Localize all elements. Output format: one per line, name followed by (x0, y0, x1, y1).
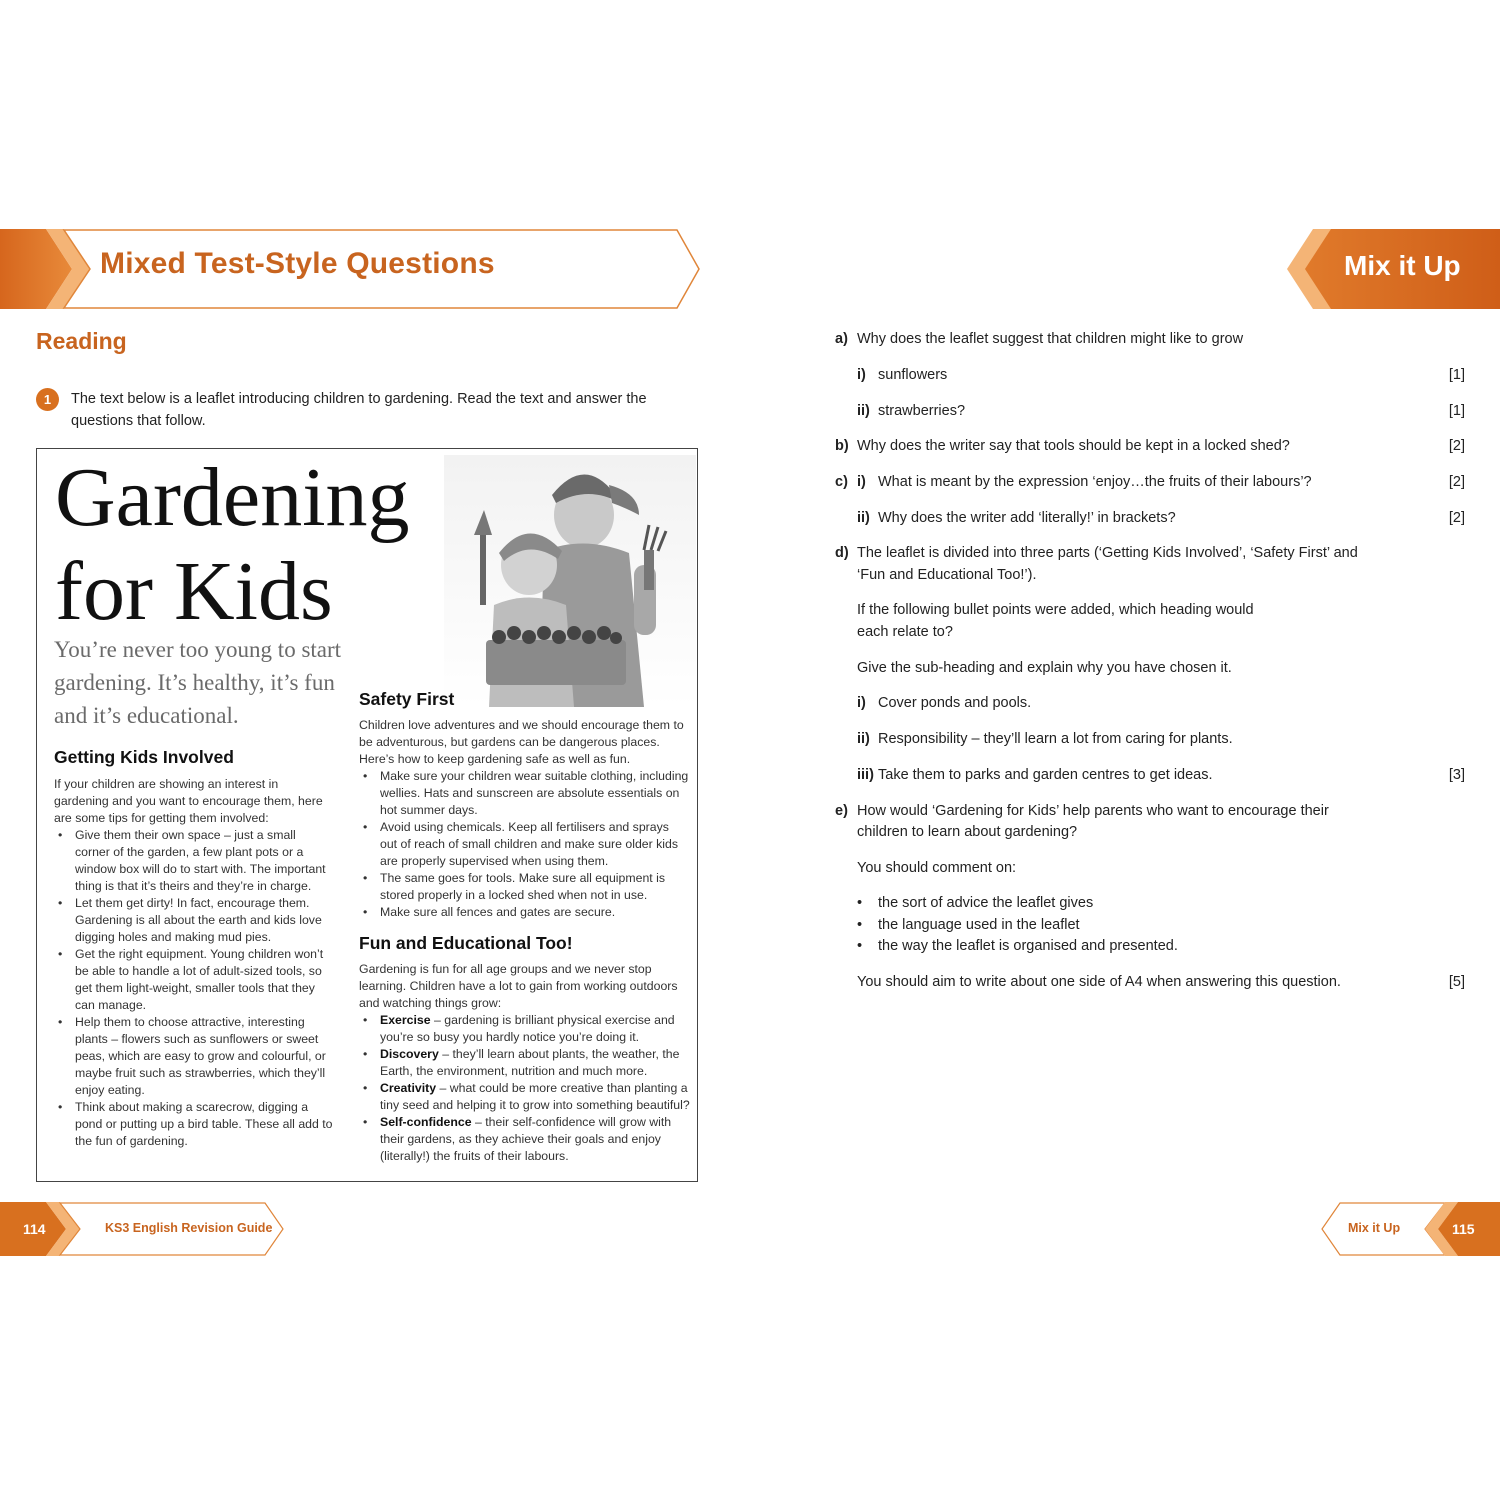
question-d-label: d) (835, 545, 849, 561)
chapter-title: Mix it Up (1344, 250, 1461, 281)
question-number-badge: 1 (36, 388, 59, 411)
mark: [2] (1448, 510, 1465, 526)
mark: [3] (1448, 767, 1465, 783)
term-text: – gardening is brilliant physical exercise and you’re so busy you hardly notice you’re doing it. (380, 1013, 675, 1044)
leaflet-title (55, 451, 410, 639)
list-item (359, 1012, 693, 1046)
question-d-p3: Give the sub-heading and explain why you have chosen it. (857, 660, 1232, 676)
question-d-i-label: i) (857, 695, 866, 711)
question-c-ii-label: ii) (857, 510, 870, 526)
question-a-label: a) (835, 331, 848, 347)
term-text: – they’ll learn about plants, the weather, the Earth, the environment, nutrition and much more. (380, 1047, 680, 1078)
getting-involved-heading: Getting Kids Involved (54, 747, 234, 767)
bullet-dot: • (857, 895, 863, 911)
term: Discovery (380, 1047, 439, 1061)
list-item: • Get the right equipment. Young children won’t be able to handle a lot of adult-sized tools, so get them light-weight, smaller tools that they can manage. (54, 946, 334, 1014)
bullet-dot: • (857, 938, 863, 954)
list-item: the language used in the leaflet (878, 917, 1080, 933)
question-d-p2-line2: each relate to? (857, 624, 953, 640)
getting-involved-intro: If your children are showing an interest in gardening and you want to encourage them, here are some tips for getting them involved: (54, 777, 323, 825)
list-item: the way the leaflet is organised and presented. (878, 938, 1178, 954)
question-d-ii-label: ii) (857, 731, 870, 747)
mark: [1] (1448, 403, 1465, 419)
getting-involved-list (54, 827, 334, 1150)
book-title: KS3 English Revision Guide (105, 1221, 273, 1235)
fun-list (359, 1012, 693, 1165)
section-heading: Reading (36, 328, 127, 354)
list-item: • Think about making a scarecrow, digging a pond or putting up a bird table. These all add to the fun of gardening. (54, 1099, 334, 1150)
page-number-right: 115 (1452, 1221, 1475, 1237)
question-a-i-label: i) (857, 367, 866, 383)
list-item (359, 1080, 693, 1114)
safety-heading: Safety First (359, 689, 455, 709)
question-e-line1: How would ‘Gardening for Kids’ help parents who want to encourage their (857, 803, 1329, 819)
question-c-ii-text: Why does the writer add ‘literally!’ in brackets? (878, 510, 1176, 526)
question-e-comment: You should comment on: (857, 860, 1017, 876)
mark: [2] (1448, 474, 1465, 490)
list-item: • Let them get dirty! In fact, encourage them. Gardening is all about the earth and kids love digging holes and making mud pies. (54, 895, 334, 946)
question-b-label: b) (835, 438, 849, 454)
question-d-iii-label: iii) (857, 767, 874, 783)
question-d-iii-text: Take them to parks and garden centres to get ideas. (878, 767, 1213, 783)
question-d-p2-line1: If the following bullet points were added, which heading would (857, 602, 1254, 618)
list-item: • Make sure your children wear suitable clothing, including wellies. Hats and sunscreen are absolute essentials on hot summer days. (359, 768, 689, 819)
fun-intro: Gardening is fun for all age groups and we never stop learning. Children have a lot to gain from working outdoors and watching things grow: (359, 962, 678, 1010)
term: Creativity (380, 1081, 437, 1095)
question-e-label: e) (835, 803, 848, 819)
mark: [2] (1448, 438, 1465, 454)
question-c-label: c) (835, 474, 848, 490)
mark: [1] (1448, 367, 1465, 383)
question-e-line2: children to learn about gardening? (857, 824, 1078, 840)
list-item: • Make sure all fences and gates are secure. (359, 904, 689, 921)
leaflet-title-line1: Gardening (55, 451, 410, 544)
list-item: • The same goes for tools. Make sure all equipment is stored properly in a locked shed when not in use. (359, 870, 689, 904)
list-item: • Help them to choose attractive, interesting plants – flowers such as sunflowers or sweet peas, which are easy to grow and colourful, or maybe fruit such as strawberries, which they’ll enjoy eating. (54, 1014, 334, 1099)
question-d-line1: The leaflet is divided into three parts (‘Getting Kids Involved’, ‘Safety First’ and (857, 545, 1358, 561)
question-d-i-text: Cover ponds and pools. (878, 695, 1032, 711)
leaflet-subtitle: You’re never too young to start gardening. It’s healthy, it’s fun and it’s educational. (54, 637, 342, 728)
question-c-i-label: i) (857, 474, 866, 490)
term: Exercise (380, 1013, 431, 1027)
chapter-name: Mix it Up (1348, 1221, 1401, 1235)
question-a-i-text: sunflowers (878, 367, 948, 383)
list-item: • Give them their own space – just a small corner of the garden, a few plant pots or a window box will do to start with. The important thing is that it’s theirs and they’re in charge. (54, 827, 334, 895)
page-title: Mixed Test-Style Questions (100, 247, 495, 280)
safety-intro: Children love adventures and we should encourage them to be adventurous, but gardens can be dangerous places. Here’s how to keep gardening safe as well as fun. (359, 718, 684, 766)
list-item (359, 1114, 693, 1165)
bullet-dot: • (857, 917, 863, 933)
question-a-text: Why does the leaflet suggest that children might like to grow (857, 331, 1244, 347)
page-number-left: 114 (23, 1221, 46, 1237)
question-e-aim: You should aim to write about one side of A4 when answering this question. (857, 974, 1341, 990)
mark: [5] (1448, 974, 1465, 990)
leaflet-title-line2: for Kids (55, 545, 333, 638)
question-intro: The text below is a leaflet introducing children to gardening. Read the text and answer the questions that follow. (71, 391, 647, 429)
term-text: – what could be more creative than planting a tiny seed and helping it to grow into something beautiful? (380, 1081, 690, 1112)
children-gardening-photo (444, 455, 696, 707)
fun-heading: Fun and Educational Too! (359, 933, 573, 953)
question-c-i-text: What is meant by the expression ‘enjoy…the fruits of their labours’? (878, 474, 1312, 490)
safety-list (359, 768, 689, 921)
list-item (359, 1046, 693, 1080)
question-a-ii-label: ii) (857, 403, 870, 419)
list-item: the sort of advice the leaflet gives (878, 895, 1094, 911)
list-item: • Avoid using chemicals. Keep all fertilisers and sprays out of reach of small children and make sure older kids are properly supervised when using them. (359, 819, 689, 870)
question-d-ii-text: Responsibility – they’ll learn a lot from caring for plants. (878, 731, 1233, 747)
question-b-text: Why does the writer say that tools should be kept in a locked shed? (857, 438, 1290, 454)
leaflet (36, 448, 698, 1182)
term-text: – their self-confidence will grow with their gardens, as they achieve their goals and enjoy (literally!) the fruits of their labours. (380, 1115, 672, 1163)
question-a-ii-text: strawberries? (878, 403, 966, 419)
term: Self-confidence (380, 1115, 472, 1129)
question-d-line2: ‘Fun and Educational Too!’). (857, 567, 1037, 583)
